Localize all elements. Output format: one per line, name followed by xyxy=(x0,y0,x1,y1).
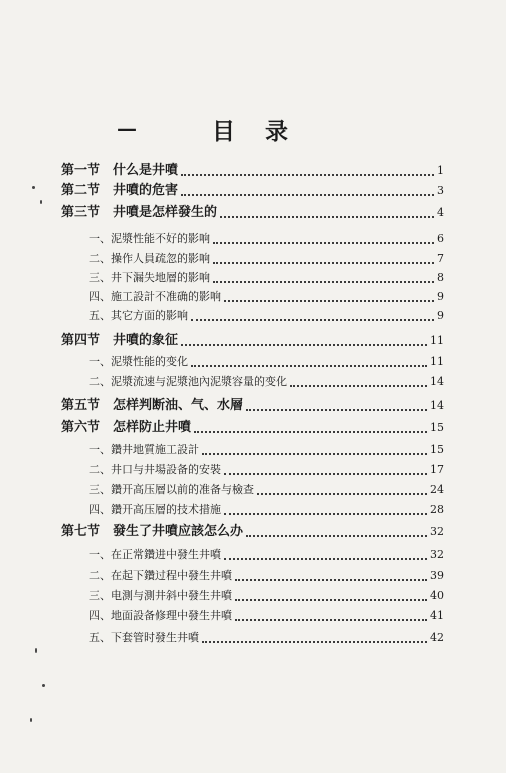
toc-section-row xyxy=(61,181,444,201)
toc-page-number: 40 xyxy=(430,589,444,602)
toc-subsection-row xyxy=(89,500,444,520)
dot-leader xyxy=(213,241,434,244)
toc-entry-label: 三、电測与測井斜中發生井噴 xyxy=(89,589,232,602)
toc-page-number: 15 xyxy=(430,443,444,456)
toc-entry-label: 二、井口与井場設备的安裝 xyxy=(89,463,221,476)
toc-entry-label: 第二节 井噴的危害 xyxy=(61,183,179,198)
dot-leader xyxy=(181,193,434,196)
title-row xyxy=(0,113,506,143)
toc-page-number: 8 xyxy=(437,271,444,284)
toc-page-number: 9 xyxy=(437,290,444,303)
toc-subsection-row xyxy=(89,545,444,565)
toc-subsection-row xyxy=(89,606,444,626)
dot-leader xyxy=(246,408,427,411)
toc-entry-label: 四、地面設备修理中發生井噴 xyxy=(89,609,232,622)
ink-speck xyxy=(35,648,37,653)
toc-subsection-row xyxy=(89,268,444,288)
dot-leader xyxy=(235,598,427,601)
ink-speck xyxy=(32,186,35,189)
toc-entry-label: 第五节 怎样判断油、气、水層 xyxy=(61,398,244,413)
ink-speck xyxy=(40,200,42,204)
toc-entry-label: 三、鑽开高压層以前的准备与檢查 xyxy=(89,483,254,496)
toc-page-number: 32 xyxy=(430,548,444,561)
toc-page-number: 6 xyxy=(437,232,444,245)
dot-leader xyxy=(202,640,427,643)
toc-section-row xyxy=(61,161,444,181)
dot-leader xyxy=(290,384,427,387)
toc-entry-label: 一、泥漿性能不好的影响 xyxy=(89,232,210,245)
toc-subsection-row xyxy=(89,352,444,372)
dot-leader xyxy=(235,618,427,621)
dot-leader xyxy=(224,299,434,302)
toc-subsection-row xyxy=(89,628,444,648)
dot-leader xyxy=(224,557,427,560)
toc-page-number: 11 xyxy=(430,355,444,368)
dot-leader xyxy=(202,452,427,455)
toc-section-row xyxy=(61,418,444,438)
dot-leader xyxy=(224,472,427,475)
dot-leader xyxy=(257,492,427,495)
toc-page-number: 32 xyxy=(430,525,444,538)
dot-leader xyxy=(194,430,427,433)
toc-subsection-row xyxy=(89,440,444,460)
dot-leader xyxy=(213,261,434,264)
dot-leader xyxy=(246,534,427,537)
toc-subsection-row xyxy=(89,249,444,269)
toc-page-number: 15 xyxy=(430,421,444,434)
toc-page-number: 17 xyxy=(430,463,444,476)
dot-leader xyxy=(191,364,427,367)
toc-entry-label: 一、在正常鑽进中發生井噴 xyxy=(89,548,221,561)
toc-page-number: 24 xyxy=(430,483,444,496)
toc-page-number: 39 xyxy=(430,569,444,582)
toc-subsection-row xyxy=(89,480,444,500)
toc-page-number: 14 xyxy=(430,399,444,412)
toc-entry-label: 二、操作人員疏忽的影响 xyxy=(89,252,210,265)
toc-subsection-row xyxy=(89,460,444,480)
toc-subsection-row xyxy=(89,306,444,326)
toc-entry-label: 第七节 發生了井噴应該怎么办 xyxy=(61,524,244,539)
toc-page-number: 4 xyxy=(437,206,444,219)
toc-entry-label: 第三节 井噴是怎样發生的 xyxy=(61,205,218,220)
toc-page-number: 11 xyxy=(430,334,444,347)
toc-subsection-row xyxy=(89,372,444,392)
toc-page-number: 9 xyxy=(437,309,444,322)
toc-entry-label: 第四节 井噴的象征 xyxy=(61,333,179,348)
toc-entry-label: 五、其它方面的影响 xyxy=(89,309,188,322)
dot-leader xyxy=(224,512,427,515)
toc-page-number: 1 xyxy=(437,164,444,177)
toc-page-number: 41 xyxy=(430,609,444,622)
toc-entry-label: 三、井下漏失地層的影响 xyxy=(89,271,210,284)
toc-page-number: 14 xyxy=(430,375,444,388)
toc-section-row xyxy=(61,203,444,223)
page-title: 目录 xyxy=(212,118,318,145)
toc-entry-label: 第六节 怎样防止井噴 xyxy=(61,420,192,435)
toc-entry-label: 一、鑽井地質施工設計 xyxy=(89,443,199,456)
toc-entry-label: 二、泥漿流速与泥漿池內泥漿容量的变化 xyxy=(89,375,287,388)
toc-subsection-row xyxy=(89,229,444,249)
toc-entry-label: 二、在起下鑽过程中發生井噴 xyxy=(89,569,232,582)
title-dash: — xyxy=(117,116,137,140)
dot-leader xyxy=(213,280,434,283)
toc-subsection-row xyxy=(89,287,444,307)
toc-page-number: 28 xyxy=(430,503,444,516)
dot-leader xyxy=(235,578,427,581)
toc-section-row xyxy=(61,522,444,542)
toc-entry-label: 一、泥漿性能的变化 xyxy=(89,355,188,368)
dot-leader xyxy=(181,343,427,346)
toc-page-number: 7 xyxy=(437,252,444,265)
toc-page-number: 3 xyxy=(437,184,444,197)
dot-leader xyxy=(220,215,434,218)
toc-subsection-row xyxy=(89,586,444,606)
ink-speck xyxy=(30,718,32,722)
dot-leader xyxy=(181,173,434,176)
toc-subsection-row xyxy=(89,566,444,586)
toc-entry-label: 第一节 什么是井噴 xyxy=(61,163,179,178)
ink-speck xyxy=(42,684,45,687)
toc-section-row xyxy=(61,331,444,351)
toc-entry-label: 四、施工設計不准确的影响 xyxy=(89,290,221,303)
toc-page-number: 42 xyxy=(430,631,444,644)
toc-entry-label: 五、下套管时發生井噴 xyxy=(89,631,199,644)
dot-leader xyxy=(191,318,434,321)
toc-section-row xyxy=(61,396,444,416)
toc-entry-label: 四、鑽开高压層的技术措施 xyxy=(89,503,221,516)
